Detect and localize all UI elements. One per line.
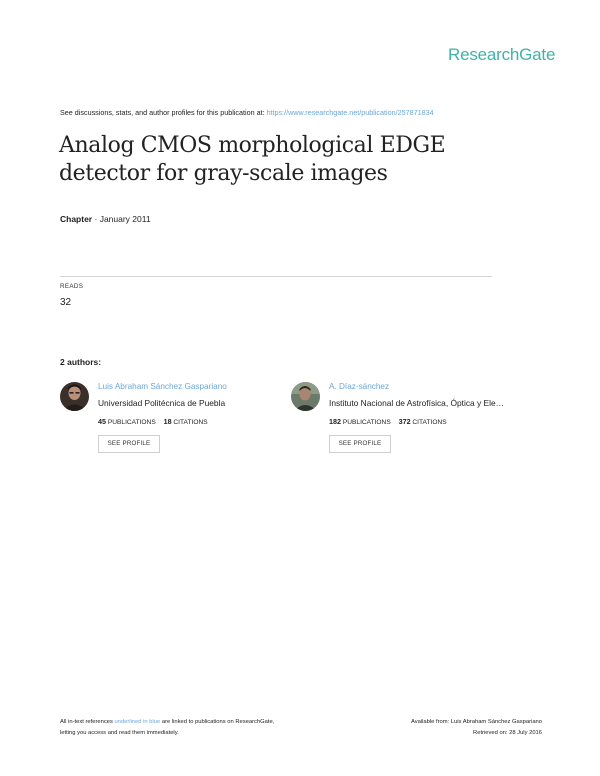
reads-count: 32 xyxy=(60,297,72,308)
author-stats xyxy=(98,417,208,426)
section-divider xyxy=(60,276,492,277)
author-name-link[interactable]: Luis Abraham Sánchez Gaspariano xyxy=(98,382,227,391)
author-avatar-photo[interactable] xyxy=(291,382,320,411)
authors-heading: 2 authors: xyxy=(60,357,102,367)
reads-label: READS xyxy=(60,283,84,290)
footer-left-suffix: are linked to publications on ResearchGate, xyxy=(160,719,275,725)
publication-url-link[interactable]: https://www.researchgate.net/publication/257871834 xyxy=(266,108,434,117)
author-affiliation: Universidad Politécnica de Puebla xyxy=(98,398,226,408)
footer-references-note xyxy=(60,717,274,739)
publications-label: PUBLICATIONS xyxy=(342,419,391,426)
see-profile-button[interactable]: SEE PROFILE xyxy=(329,435,391,453)
publications-count: 45 xyxy=(98,417,106,426)
publications-count: 182 xyxy=(329,417,341,426)
discussion-prefix: See discussions, stats, and author profiles for this publication at: xyxy=(60,108,267,117)
discussion-note xyxy=(60,108,434,117)
meta-separator: · xyxy=(92,214,100,224)
footer-retrieved-on: Retrieved on: 28 July 2016 xyxy=(473,730,542,736)
author-stats xyxy=(329,417,447,426)
footer-available-from: Available from: Luis Abraham Sánchez Gaspariano xyxy=(410,719,542,725)
footer-availability xyxy=(411,717,542,739)
citations-label: CITATIONS xyxy=(412,419,447,426)
footer-left-prefix: All in-text references xyxy=(60,719,115,725)
citations-count: 18 xyxy=(163,417,172,426)
publication-meta xyxy=(60,214,151,224)
footer-left-line2: letting you access and read them immediately. xyxy=(60,730,179,736)
footer-underlined-link[interactable]: underlined in blue xyxy=(114,719,161,725)
author-name-link[interactable]: A. Díaz-sánchez xyxy=(329,382,390,391)
publication-title: Analog CMOS morphological EDGE detector for gray-scale images xyxy=(59,133,446,186)
publication-type: Chapter xyxy=(60,214,93,224)
author-avatar-photo[interactable] xyxy=(60,382,89,411)
citations-label: CITATIONS xyxy=(173,419,208,426)
publication-date: January 2011 xyxy=(99,214,151,224)
researchgate-logo[interactable]: ResearchGate xyxy=(448,45,556,64)
publications-label: PUBLICATIONS xyxy=(107,419,156,426)
citations-count: 372 xyxy=(398,417,411,426)
author-affiliation: Instituto Nacional de Astrofísica, Óptica y Ele… xyxy=(329,398,505,408)
see-profile-button[interactable]: SEE PROFILE xyxy=(98,435,160,453)
